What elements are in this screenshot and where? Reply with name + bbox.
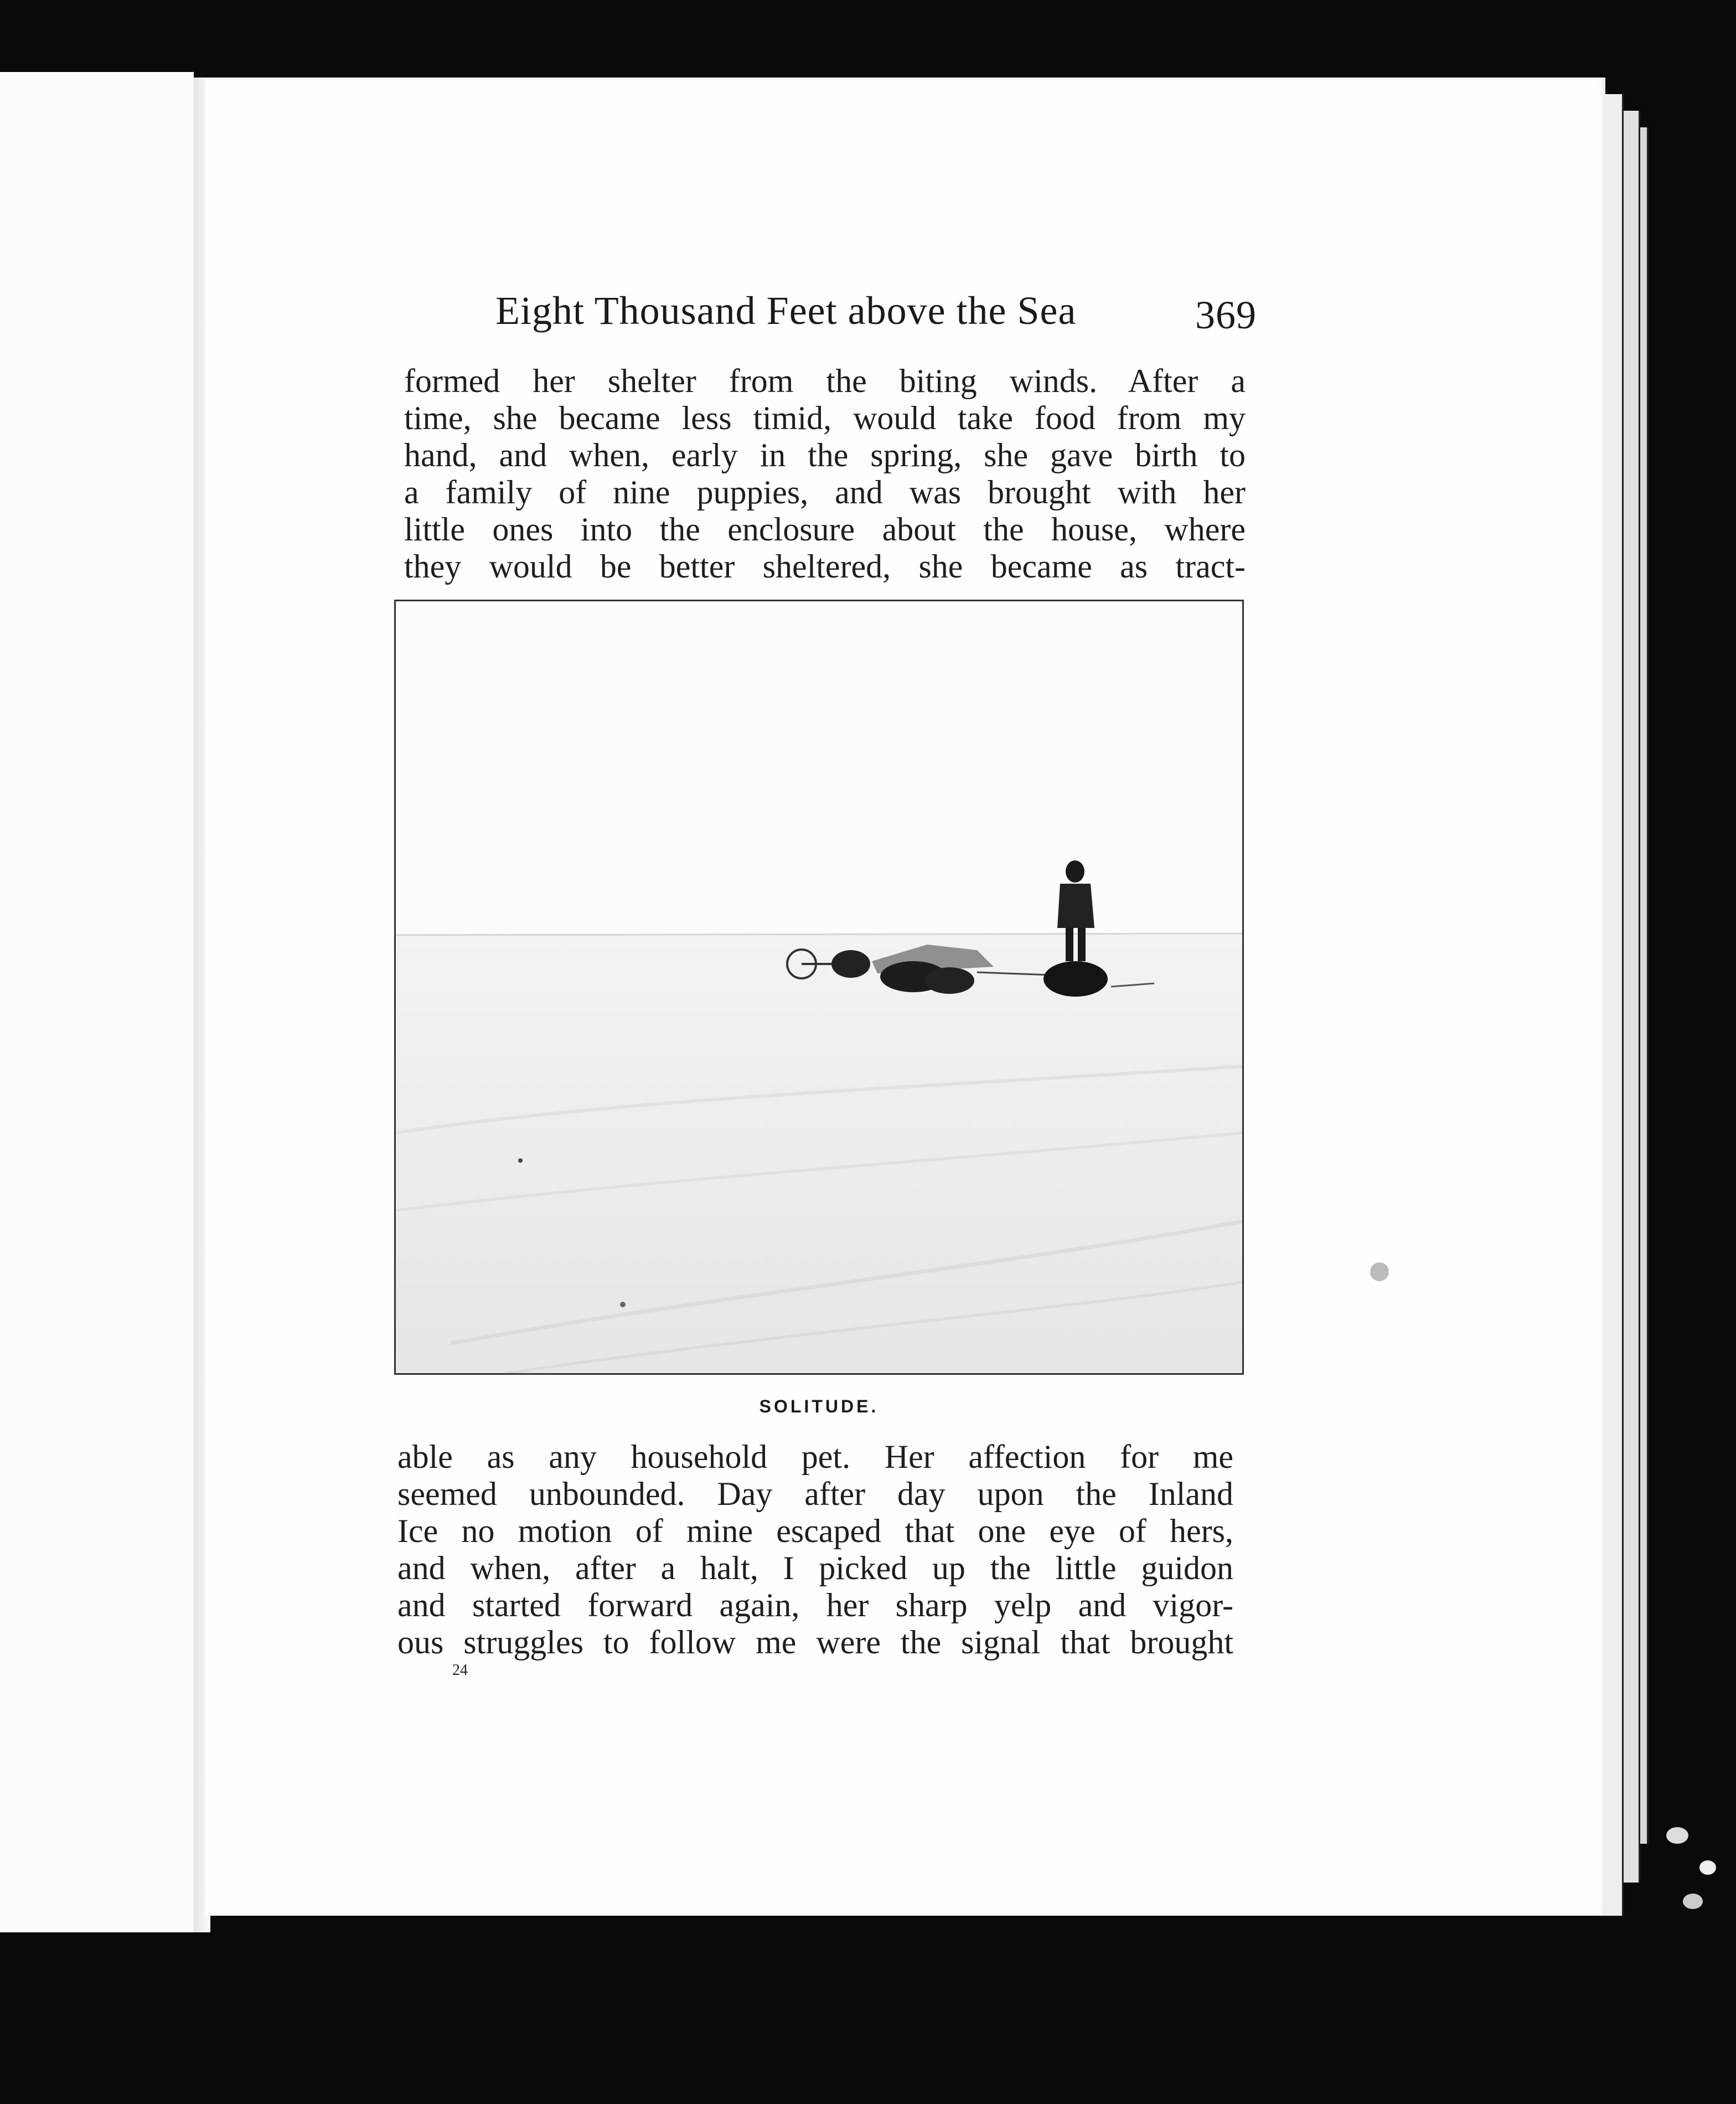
plate-caption: SOLITUDE. [759, 1396, 879, 1416]
sky [396, 601, 1242, 934]
paper-blemish [1683, 1894, 1703, 1909]
page-number: 369 [1195, 293, 1257, 337]
paper-blemish [1666, 1827, 1688, 1844]
text-line: seemed unbounded. Day after day upon the Inland [397, 1476, 1233, 1512]
text-line: able as any household pet. Her affection for me [397, 1438, 1233, 1475]
running-head [495, 288, 1257, 349]
text-line: and started forward again, her sharp yelp and vigor- [397, 1587, 1233, 1623]
facing-page-left [0, 72, 194, 1932]
text-line: little ones into the enclosure about the house, where [404, 511, 1246, 548]
text-line: Ice no motion of mine escaped that one eye of hers, [397, 1513, 1233, 1549]
text-line: they would be better sheltered, she became as tract- [404, 548, 1246, 585]
paper-blemish [1699, 1860, 1716, 1875]
text-line: a family of nine puppies, and was brought with her [404, 474, 1246, 510]
paper-blemish [1370, 1262, 1389, 1281]
text-line: time, she became less timid, would take food from my [404, 400, 1246, 436]
signature-mark: 24 [452, 1662, 468, 1679]
running-head-title: Eight Thousand Feet above the Sea [495, 288, 1077, 333]
text-line: hand, and when, early in the spring, she gave birth to [404, 437, 1246, 473]
snow-field [396, 934, 1242, 1373]
snow-landscape-photo [396, 601, 1242, 1373]
bottom-paragraph [397, 1438, 1233, 1661]
text-line: formed her shelter from the biting winds. After a [404, 363, 1246, 399]
text-line: and when, after a halt, I picked up the little guidon [397, 1550, 1233, 1586]
top-paragraph [404, 363, 1246, 585]
text-line: ous struggles to follow me were the signal that brought [397, 1624, 1233, 1660]
photograph-plate [394, 600, 1244, 1375]
